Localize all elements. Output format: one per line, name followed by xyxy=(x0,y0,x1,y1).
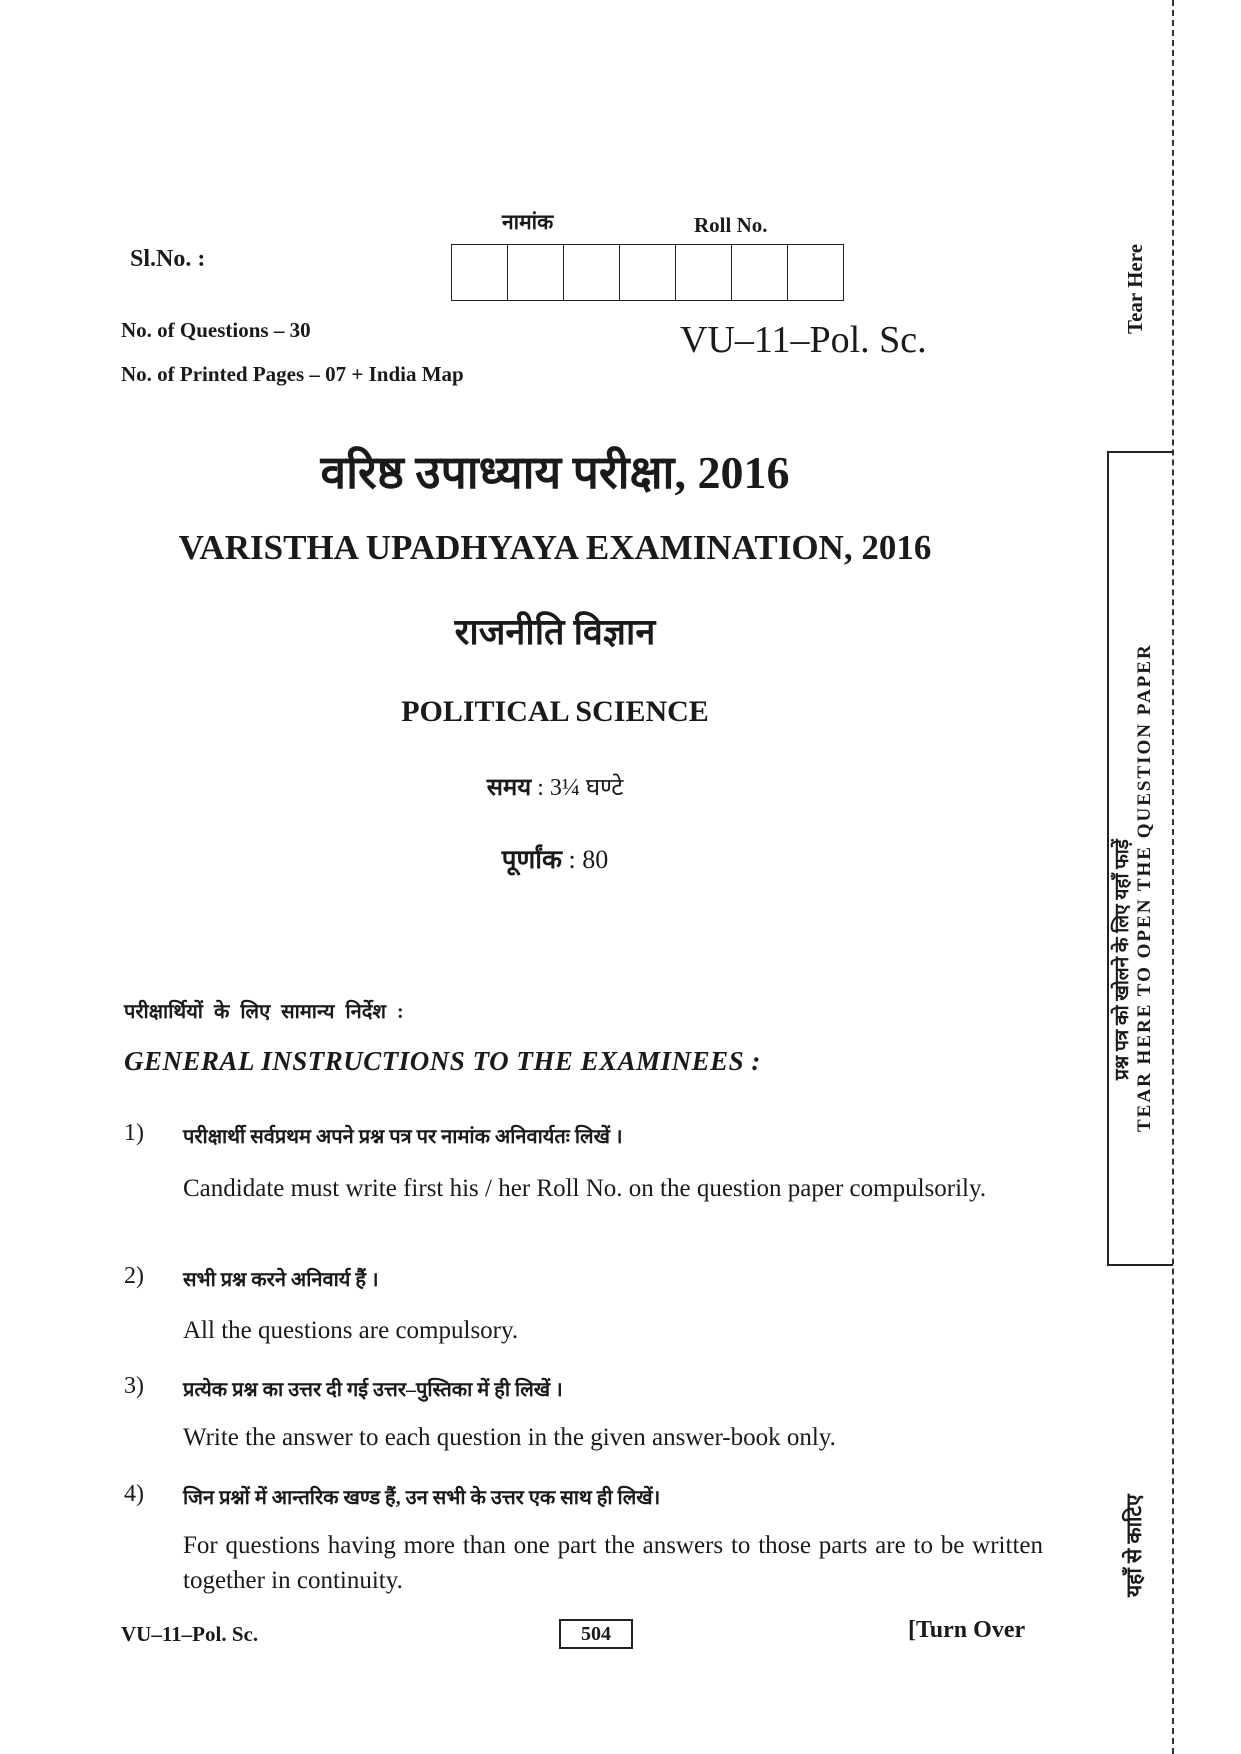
instructions-heading-hindi: परीक्षार्थियों के लिए सामान्य निर्देश : xyxy=(124,1001,404,1023)
instruction-hindi: सभी प्रश्न करने अनिवार्य हैं । xyxy=(183,1269,379,1291)
subject-title-hindi: राजनीति विज्ञान xyxy=(454,612,656,652)
instruction-english: Candidate must write first his / her Roll No. on the question paper compulsorily. xyxy=(183,1175,987,1202)
exam-title-hindi: वरिष्ठ उपाध्याय परीक्षा, 2016 xyxy=(320,447,790,498)
tear-instruction-hindi: प्रश्न पत्र को खोलने के लिए यहाँ फाड़ें xyxy=(1112,839,1133,1080)
roll-label-english: Roll No. xyxy=(694,213,768,237)
tear-instruction-english: TEAR HERE TO OPEN THE QUESTION PAPER xyxy=(1134,643,1155,1132)
footer-paper-code: VU–11–Pol. Sc. xyxy=(121,1622,259,1646)
instruction-hindi: परीक्षार्थी सर्वप्रथम अपने प्रश्न पत्र पर नामांक अनिवार्यतः लिखें । xyxy=(183,1126,623,1148)
instruction-number: 1) xyxy=(124,1120,144,1146)
roll-digit-box[interactable] xyxy=(507,244,564,301)
instruction-english: Write the answer to each question in the given answer-book only. xyxy=(183,1424,836,1451)
roll-digit-box[interactable] xyxy=(451,244,508,301)
instruction-number: 4) xyxy=(124,1481,144,1507)
roll-digit-box[interactable] xyxy=(731,244,788,301)
time-value: : 3¼ घण्टे xyxy=(537,775,624,801)
turn-over-note: [Turn Over xyxy=(908,1617,1026,1643)
instruction-english: For questions having more than one part the answers to those parts are to be written together in continuity. xyxy=(183,1532,1043,1594)
instruction-number: 2) xyxy=(124,1263,144,1289)
instruction-number: 3) xyxy=(124,1373,144,1399)
instruction-hindi: प्रत्येक प्रश्न का उत्तर दी गई उत्तर–पुस्तिका में ही लिखें । xyxy=(183,1379,563,1401)
subject-title-english: POLITICAL SCIENCE xyxy=(401,695,709,728)
number-of-questions: No. of Questions – 30 xyxy=(121,318,311,342)
paper-code: VU–11–Pol. Sc. xyxy=(680,319,927,361)
instruction-hindi: जिन प्रश्नों में आन्तरिक खण्ड हैं, उन सभी के उत्तर एक साथ ही लिखें। xyxy=(183,1487,661,1509)
instruction-english: All the questions are compulsory. xyxy=(183,1317,519,1344)
footer-page-code: 504 xyxy=(559,1619,633,1649)
cut-here-hindi: यहाँ से काटिए xyxy=(1122,1494,1146,1597)
roll-digit-box[interactable] xyxy=(675,244,732,301)
time-label: समय xyxy=(486,775,532,801)
tear-here-label: Tear Here xyxy=(1123,243,1147,334)
instructions-heading-english: GENERAL INSTRUCTIONS TO THE EXAMINEES : xyxy=(124,1046,761,1076)
serial-number-label: Sl.No. : xyxy=(130,246,206,272)
exam-title-english: VARISTHA UPADHYAYA EXAMINATION, 2016 xyxy=(178,528,932,567)
number-of-printed-pages: No. of Printed Pages – 07 + India Map xyxy=(121,362,464,386)
marks-value: : 80 xyxy=(568,845,609,874)
marks-label: पूर्णांक xyxy=(501,845,563,874)
exam-duration xyxy=(0,770,1110,803)
roll-digit-box[interactable] xyxy=(787,244,844,301)
roll-number-boxes[interactable] xyxy=(451,244,844,301)
maximum-marks xyxy=(0,840,1110,876)
roll-label-hindi: नामांक xyxy=(502,210,554,234)
roll-digit-box[interactable] xyxy=(619,244,676,301)
roll-digit-box[interactable] xyxy=(563,244,620,301)
